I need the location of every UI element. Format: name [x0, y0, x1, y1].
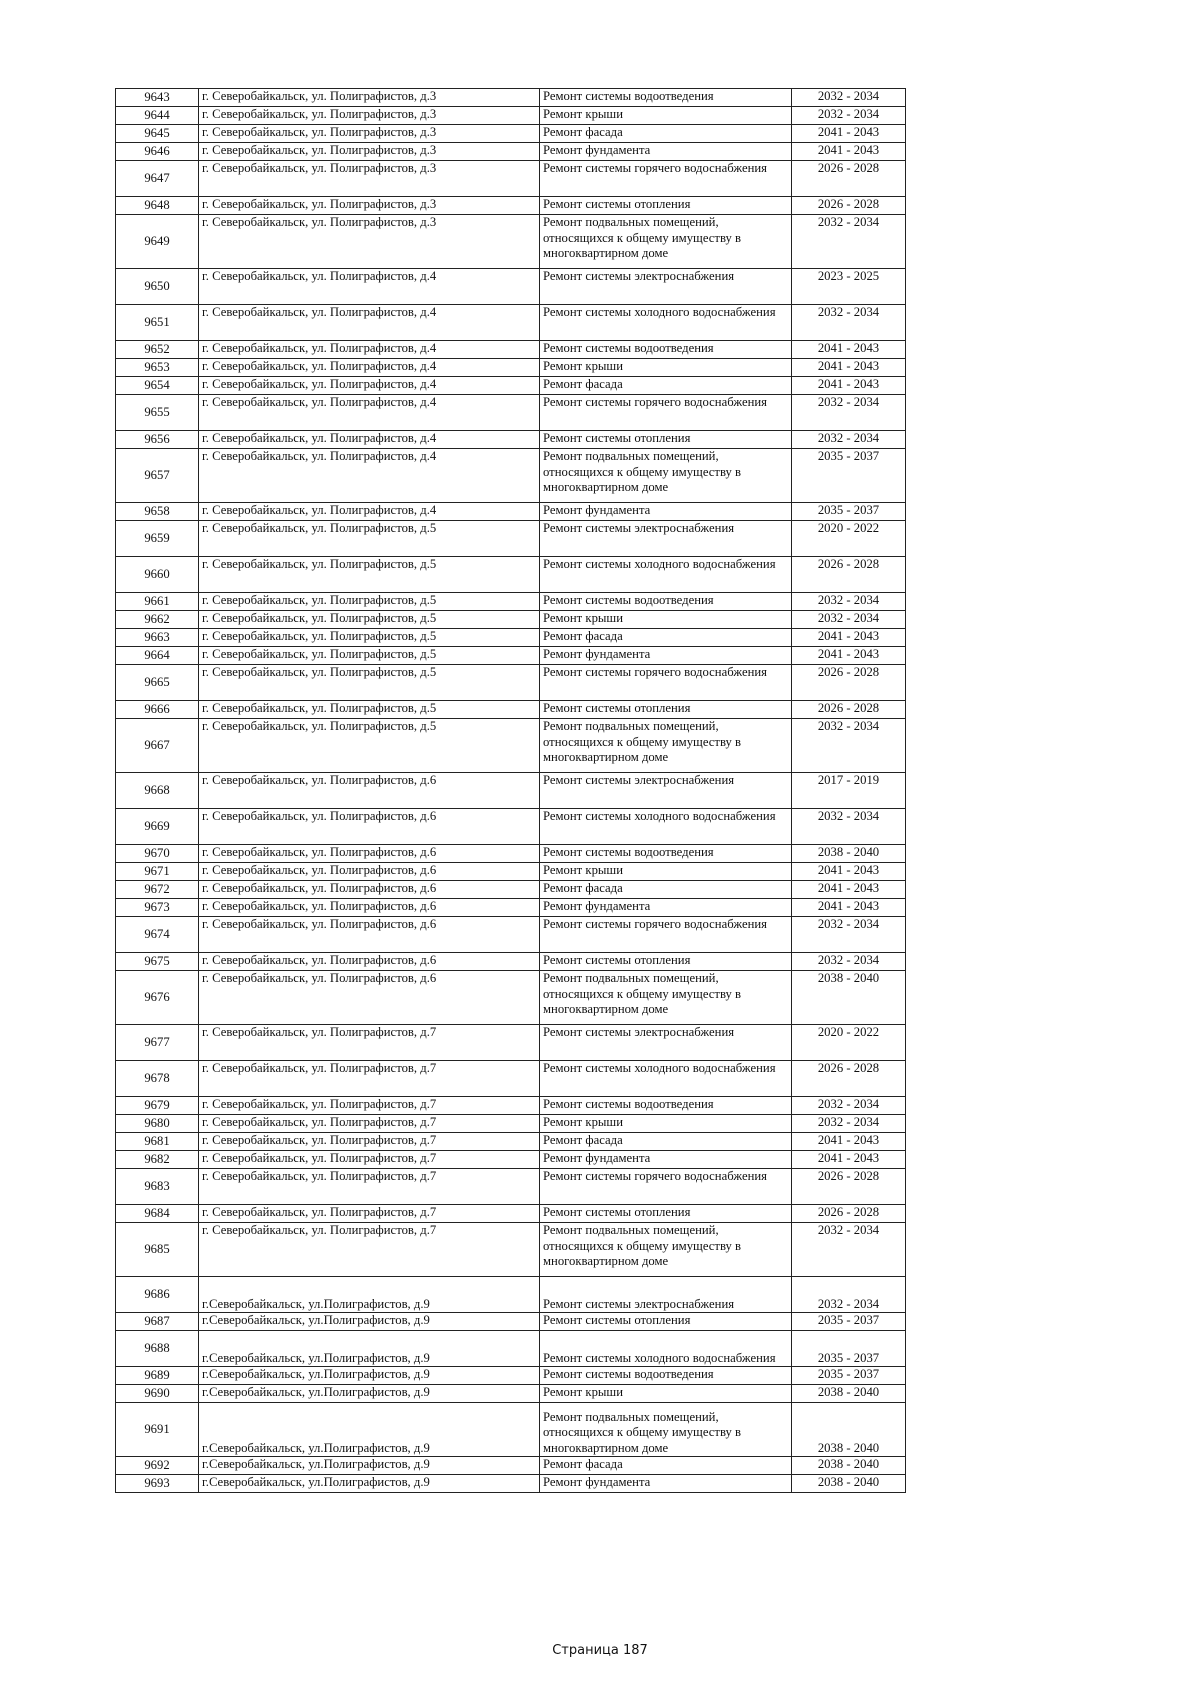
row-number-cell: 9650 [116, 269, 199, 305]
work-type-cell: Ремонт системы отопления [540, 1313, 792, 1331]
row-number-cell: 9691 [116, 1403, 199, 1457]
row-number-cell: 9682 [116, 1151, 199, 1169]
work-type-cell: Ремонт системы электроснабжения [540, 1277, 792, 1313]
work-type-cell: Ремонт системы холодного водоснабжения [540, 557, 792, 593]
address-cell: г. Северобайкальск, ул. Полиграфистов, д.7 [199, 1151, 540, 1169]
row-number-cell: 9661 [116, 593, 199, 611]
work-type-cell: Ремонт фасада [540, 125, 792, 143]
period-cell: 2032 - 2034 [792, 917, 906, 953]
row-number-cell: 9683 [116, 1169, 199, 1205]
table-row [116, 1061, 906, 1097]
period-cell: 2026 - 2028 [792, 1061, 906, 1097]
address-cell: г. Северобайкальск, ул. Полиграфистов, д.6 [199, 971, 540, 1025]
row-number-cell: 9684 [116, 1205, 199, 1223]
period-cell: 2032 - 2034 [792, 953, 906, 971]
work-type-cell: Ремонт фундамента [540, 143, 792, 161]
address-cell: г. Северобайкальск, ул. Полиграфистов, д.4 [199, 449, 540, 503]
period-cell: 2032 - 2034 [792, 1223, 906, 1277]
row-number-cell: 9664 [116, 647, 199, 665]
period-cell: 2038 - 2040 [792, 1385, 906, 1403]
table-row [116, 161, 906, 197]
address-cell: г. Северобайкальск, ул. Полиграфистов, д.7 [199, 1115, 540, 1133]
work-type-cell: Ремонт фасада [540, 629, 792, 647]
address-cell: г.Северобайкальск, ул.Полиграфистов, д.9 [199, 1475, 540, 1493]
table-row [116, 1169, 906, 1205]
table-row [116, 341, 906, 359]
address-cell: г. Северобайкальск, ул. Полиграфистов, д.7 [199, 1223, 540, 1277]
period-cell: 2041 - 2043 [792, 125, 906, 143]
period-cell: 2041 - 2043 [792, 899, 906, 917]
row-number-cell: 9680 [116, 1115, 199, 1133]
address-cell: г. Северобайкальск, ул. Полиграфистов, д.4 [199, 395, 540, 431]
address-cell: г. Северобайкальск, ул. Полиграфистов, д.4 [199, 359, 540, 377]
address-cell: г. Северобайкальск, ул. Полиграфистов, д.5 [199, 629, 540, 647]
period-cell: 2026 - 2028 [792, 1205, 906, 1223]
row-number-cell: 9673 [116, 899, 199, 917]
table-row [116, 1115, 906, 1133]
period-cell: 2035 - 2037 [792, 1367, 906, 1385]
work-type-cell: Ремонт системы холодного водоснабжения [540, 1331, 792, 1367]
table-body [116, 89, 906, 1493]
row-number-cell: 9659 [116, 521, 199, 557]
period-cell: 2041 - 2043 [792, 143, 906, 161]
period-cell: 2026 - 2028 [792, 197, 906, 215]
row-number-cell: 9658 [116, 503, 199, 521]
address-cell: г. Северобайкальск, ул. Полиграфистов, д.7 [199, 1133, 540, 1151]
work-type-cell: Ремонт системы горячего водоснабжения [540, 665, 792, 701]
work-type-cell: Ремонт системы отопления [540, 953, 792, 971]
period-cell: 2032 - 2034 [792, 809, 906, 845]
work-type-cell: Ремонт системы электроснабжения [540, 773, 792, 809]
address-cell: г. Северобайкальск, ул. Полиграфистов, д.4 [199, 503, 540, 521]
table-row [116, 1331, 906, 1367]
address-cell: г. Северобайкальск, ул. Полиграфистов, д.5 [199, 665, 540, 701]
table-row [116, 665, 906, 701]
table-row [116, 629, 906, 647]
address-cell: г.Северобайкальск, ул.Полиграфистов, д.9 [199, 1331, 540, 1367]
address-cell: г. Северобайкальск, ул. Полиграфистов, д.3 [199, 215, 540, 269]
address-cell: г.Северобайкальск, ул.Полиграфистов, д.9 [199, 1457, 540, 1475]
address-cell: г.Северобайкальск, ул.Полиграфистов, д.9 [199, 1385, 540, 1403]
row-number-cell: 9656 [116, 431, 199, 449]
table-row [116, 125, 906, 143]
address-cell: г. Северобайкальск, ул. Полиграфистов, д.6 [199, 845, 540, 863]
table-row [116, 431, 906, 449]
period-cell: 2035 - 2037 [792, 449, 906, 503]
table-row [116, 809, 906, 845]
row-number-cell: 9648 [116, 197, 199, 215]
row-number-cell: 9685 [116, 1223, 199, 1277]
period-cell: 2038 - 2040 [792, 1457, 906, 1475]
period-cell: 2032 - 2034 [792, 593, 906, 611]
address-cell: г. Северобайкальск, ул. Полиграфистов, д.6 [199, 953, 540, 971]
table-row [116, 1205, 906, 1223]
address-cell: г. Северобайкальск, ул. Полиграфистов, д.3 [199, 143, 540, 161]
work-type-cell: Ремонт системы отопления [540, 701, 792, 719]
work-type-cell: Ремонт фундамента [540, 503, 792, 521]
address-cell: г. Северобайкальск, ул. Полиграфистов, д.7 [199, 1097, 540, 1115]
table-row [116, 1457, 906, 1475]
address-cell: г. Северобайкальск, ул. Полиграфистов, д.3 [199, 161, 540, 197]
address-cell: г. Северобайкальск, ул. Полиграфистов, д.6 [199, 809, 540, 845]
table-row [116, 593, 906, 611]
row-number-cell: 9693 [116, 1475, 199, 1493]
page-number: Страница 187 [552, 1643, 648, 1658]
row-number-cell: 9645 [116, 125, 199, 143]
address-cell: г. Северобайкальск, ул. Полиграфистов, д.6 [199, 863, 540, 881]
row-number-cell: 9670 [116, 845, 199, 863]
work-type-cell: Ремонт системы отопления [540, 431, 792, 449]
address-cell: г. Северобайкальск, ул. Полиграфистов, д.5 [199, 557, 540, 593]
work-type-cell: Ремонт фундамента [540, 647, 792, 665]
period-cell: 2020 - 2022 [792, 521, 906, 557]
table-row [116, 1475, 906, 1493]
work-type-cell: Ремонт системы водоотведения [540, 89, 792, 107]
work-type-cell: Ремонт системы водоотведения [540, 593, 792, 611]
row-number-cell: 9667 [116, 719, 199, 773]
address-cell: г.Северобайкальск, ул.Полиграфистов, д.9 [199, 1277, 540, 1313]
row-number-cell: 9657 [116, 449, 199, 503]
work-type-cell: Ремонт фасада [540, 881, 792, 899]
period-cell: 2041 - 2043 [792, 647, 906, 665]
period-cell: 2026 - 2028 [792, 161, 906, 197]
address-cell: г. Северобайкальск, ул. Полиграфистов, д.6 [199, 773, 540, 809]
row-number-cell: 9671 [116, 863, 199, 881]
work-type-cell: Ремонт подвальных помещений, относящихся к общему имуществу в многоквартирном доме [540, 449, 792, 503]
period-cell: 2026 - 2028 [792, 557, 906, 593]
period-cell: 2041 - 2043 [792, 1151, 906, 1169]
work-type-cell: Ремонт крыши [540, 1385, 792, 1403]
work-type-cell: Ремонт системы отопления [540, 1205, 792, 1223]
address-cell: г. Северобайкальск, ул. Полиграфистов, д.3 [199, 107, 540, 125]
row-number-cell: 9649 [116, 215, 199, 269]
table-row [116, 953, 906, 971]
work-type-cell: Ремонт системы холодного водоснабжения [540, 1061, 792, 1097]
address-cell: г.Северобайкальск, ул.Полиграфистов, д.9 [199, 1403, 540, 1457]
work-type-cell: Ремонт крыши [540, 863, 792, 881]
period-cell: 2041 - 2043 [792, 629, 906, 647]
row-number-cell: 9651 [116, 305, 199, 341]
address-cell: г. Северобайкальск, ул. Полиграфистов, д.3 [199, 89, 540, 107]
row-number-cell: 9688 [116, 1331, 199, 1367]
row-number-cell: 9666 [116, 701, 199, 719]
table-row [116, 1313, 906, 1331]
address-cell: г. Северобайкальск, ул. Полиграфистов, д.6 [199, 881, 540, 899]
table-row [116, 1097, 906, 1115]
address-cell: г. Северобайкальск, ул. Полиграфистов, д.7 [199, 1061, 540, 1097]
table-row [116, 395, 906, 431]
row-number-cell: 9687 [116, 1313, 199, 1331]
work-type-cell: Ремонт системы горячего водоснабжения [540, 1169, 792, 1205]
work-type-cell: Ремонт крыши [540, 359, 792, 377]
period-cell: 2038 - 2040 [792, 1403, 906, 1457]
row-number-cell: 9676 [116, 971, 199, 1025]
work-type-cell: Ремонт крыши [540, 611, 792, 629]
period-cell: 2017 - 2019 [792, 773, 906, 809]
table-row [116, 107, 906, 125]
work-type-cell: Ремонт подвальных помещений, относящихся к общему имуществу в многоквартирном доме [540, 1223, 792, 1277]
address-cell: г. Северобайкальск, ул. Полиграфистов, д.4 [199, 377, 540, 395]
table-row [116, 1277, 906, 1313]
address-cell: г. Северобайкальск, ул. Полиграфистов, д.4 [199, 305, 540, 341]
work-type-cell: Ремонт системы водоотведения [540, 341, 792, 359]
table-row [116, 701, 906, 719]
row-number-cell: 9681 [116, 1133, 199, 1151]
row-number-cell: 9662 [116, 611, 199, 629]
work-type-cell: Ремонт фасада [540, 1457, 792, 1475]
address-cell: г. Северобайкальск, ул. Полиграфистов, д.5 [199, 701, 540, 719]
period-cell: 2041 - 2043 [792, 863, 906, 881]
table-row [116, 305, 906, 341]
table-row [116, 773, 906, 809]
address-cell: г. Северобайкальск, ул. Полиграфистов, д.6 [199, 899, 540, 917]
period-cell: 2041 - 2043 [792, 1133, 906, 1151]
table-row [116, 1385, 906, 1403]
period-cell: 2020 - 2022 [792, 1025, 906, 1061]
period-cell: 2038 - 2040 [792, 1475, 906, 1493]
period-cell: 2035 - 2037 [792, 503, 906, 521]
work-type-cell: Ремонт фасада [540, 1133, 792, 1151]
row-number-cell: 9675 [116, 953, 199, 971]
row-number-cell: 9652 [116, 341, 199, 359]
row-number-cell: 9677 [116, 1025, 199, 1061]
row-number-cell: 9674 [116, 917, 199, 953]
work-type-cell: Ремонт подвальных помещений, относящихся к общему имуществу в многоквартирном доме [540, 215, 792, 269]
work-type-cell: Ремонт системы отопления [540, 197, 792, 215]
period-cell: 2038 - 2040 [792, 845, 906, 863]
work-type-cell: Ремонт системы горячего водоснабжения [540, 917, 792, 953]
table-row [116, 503, 906, 521]
row-number-cell: 9644 [116, 107, 199, 125]
row-number-cell: 9665 [116, 665, 199, 701]
work-type-cell: Ремонт системы горячего водоснабжения [540, 161, 792, 197]
table-row [116, 971, 906, 1025]
table-row [116, 359, 906, 377]
period-cell: 2026 - 2028 [792, 1169, 906, 1205]
row-number-cell: 9653 [116, 359, 199, 377]
address-cell: г. Северобайкальск, ул. Полиграфистов, д.5 [199, 719, 540, 773]
table-row [116, 1367, 906, 1385]
row-number-cell: 9660 [116, 557, 199, 593]
work-type-cell: Ремонт подвальных помещений, относящихся к общему имуществу в многоквартирном доме [540, 971, 792, 1025]
address-cell: г. Северобайкальск, ул. Полиграфистов, д.4 [199, 341, 540, 359]
row-number-cell: 9643 [116, 89, 199, 107]
period-cell: 2026 - 2028 [792, 701, 906, 719]
period-cell: 2032 - 2034 [792, 719, 906, 773]
period-cell: 2041 - 2043 [792, 881, 906, 899]
work-type-cell: Ремонт подвальных помещений, относящихся к общему имуществу в многоквартирном доме [540, 1403, 792, 1457]
period-cell: 2041 - 2043 [792, 341, 906, 359]
row-number-cell: 9686 [116, 1277, 199, 1313]
address-cell: г. Северобайкальск, ул. Полиграфистов, д.4 [199, 269, 540, 305]
row-number-cell: 9672 [116, 881, 199, 899]
period-cell: 2032 - 2034 [792, 431, 906, 449]
period-cell: 2032 - 2034 [792, 1277, 906, 1313]
table-row [116, 1025, 906, 1061]
work-type-cell: Ремонт подвальных помещений, относящихся к общему имуществу в многоквартирном доме [540, 719, 792, 773]
work-type-cell: Ремонт фундамента [540, 1151, 792, 1169]
period-cell: 2032 - 2034 [792, 305, 906, 341]
work-type-cell: Ремонт системы электроснабжения [540, 269, 792, 305]
period-cell: 2032 - 2034 [792, 1097, 906, 1115]
work-type-cell: Ремонт системы электроснабжения [540, 1025, 792, 1061]
period-cell: 2032 - 2034 [792, 1115, 906, 1133]
work-type-cell: Ремонт системы горячего водоснабжения [540, 395, 792, 431]
work-type-cell: Ремонт системы водоотведения [540, 845, 792, 863]
period-cell: 2035 - 2037 [792, 1313, 906, 1331]
row-number-cell: 9690 [116, 1385, 199, 1403]
row-number-cell: 9689 [116, 1367, 199, 1385]
table-row [116, 1223, 906, 1277]
table-row [116, 1133, 906, 1151]
work-type-cell: Ремонт крыши [540, 107, 792, 125]
period-cell: 2026 - 2028 [792, 665, 906, 701]
table-row [116, 917, 906, 953]
table-row [116, 1151, 906, 1169]
row-number-cell: 9647 [116, 161, 199, 197]
work-type-cell: Ремонт системы электроснабжения [540, 521, 792, 557]
table-row [116, 1403, 906, 1457]
address-cell: г.Северобайкальск, ул.Полиграфистов, д.9 [199, 1313, 540, 1331]
period-cell: 2032 - 2034 [792, 215, 906, 269]
work-type-cell: Ремонт фундамента [540, 1475, 792, 1493]
table-row [116, 449, 906, 503]
table-row [116, 881, 906, 899]
address-cell: г.Северобайкальск, ул.Полиграфистов, д.9 [199, 1367, 540, 1385]
address-cell: г. Северобайкальск, ул. Полиграфистов, д.7 [199, 1025, 540, 1061]
address-cell: г. Северобайкальск, ул. Полиграфистов, д.6 [199, 917, 540, 953]
work-type-cell: Ремонт системы холодного водоснабжения [540, 809, 792, 845]
row-number-cell: 9654 [116, 377, 199, 395]
period-cell: 2032 - 2034 [792, 89, 906, 107]
row-number-cell: 9678 [116, 1061, 199, 1097]
work-type-cell: Ремонт фасада [540, 377, 792, 395]
table-row [116, 611, 906, 629]
table-row [116, 899, 906, 917]
period-cell: 2032 - 2034 [792, 611, 906, 629]
row-number-cell: 9669 [116, 809, 199, 845]
row-number-cell: 9663 [116, 629, 199, 647]
work-type-cell: Ремонт крыши [540, 1115, 792, 1133]
row-number-cell: 9679 [116, 1097, 199, 1115]
table-row [116, 647, 906, 665]
address-cell: г. Северобайкальск, ул. Полиграфистов, д.5 [199, 521, 540, 557]
row-number-cell: 9668 [116, 773, 199, 809]
work-type-cell: Ремонт системы водоотведения [540, 1097, 792, 1115]
table-row [116, 719, 906, 773]
address-cell: г. Северобайкальск, ул. Полиграфистов, д.5 [199, 611, 540, 629]
period-cell: 2035 - 2037 [792, 1331, 906, 1367]
address-cell: г. Северобайкальск, ул. Полиграфистов, д.4 [199, 431, 540, 449]
work-type-cell: Ремонт системы водоотведения [540, 1367, 792, 1385]
row-number-cell: 9692 [116, 1457, 199, 1475]
address-cell: г. Северобайкальск, ул. Полиграфистов, д.7 [199, 1205, 540, 1223]
work-type-cell: Ремонт системы холодного водоснабжения [540, 305, 792, 341]
row-number-cell: 9655 [116, 395, 199, 431]
table-row [116, 215, 906, 269]
table-row [116, 269, 906, 305]
period-cell: 2041 - 2043 [792, 359, 906, 377]
table-row [116, 845, 906, 863]
table-row [116, 521, 906, 557]
table-row [116, 377, 906, 395]
address-cell: г. Северобайкальск, ул. Полиграфистов, д.3 [199, 197, 540, 215]
period-cell: 2038 - 2040 [792, 971, 906, 1025]
table-row [116, 863, 906, 881]
table-row [116, 557, 906, 593]
address-cell: г. Северобайкальск, ул. Полиграфистов, д.5 [199, 593, 540, 611]
period-cell: 2041 - 2043 [792, 377, 906, 395]
table-row [116, 197, 906, 215]
table-row [116, 143, 906, 161]
address-cell: г. Северобайкальск, ул. Полиграфистов, д.3 [199, 125, 540, 143]
table-row [116, 89, 906, 107]
period-cell: 2023 - 2025 [792, 269, 906, 305]
repair-schedule-table [115, 88, 906, 1493]
period-cell: 2032 - 2034 [792, 395, 906, 431]
row-number-cell: 9646 [116, 143, 199, 161]
address-cell: г. Северобайкальск, ул. Полиграфистов, д.7 [199, 1169, 540, 1205]
address-cell: г. Северобайкальск, ул. Полиграфистов, д.5 [199, 647, 540, 665]
work-type-cell: Ремонт фундамента [540, 899, 792, 917]
period-cell: 2032 - 2034 [792, 107, 906, 125]
